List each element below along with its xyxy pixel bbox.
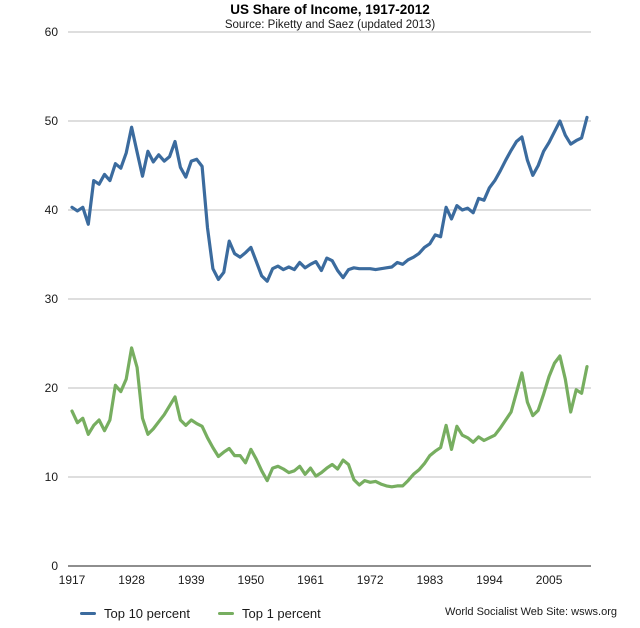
legend-label-top10: Top 10 percent — [104, 605, 191, 621]
legend — [0, 603, 640, 625]
legend-item-top1 — [218, 603, 321, 623]
x-tick-label-1950: 1950 — [237, 573, 265, 587]
x-tick-label-1939: 1939 — [177, 573, 205, 587]
y-tick-label-30: 30 — [44, 292, 58, 306]
x-tick-label-1983: 1983 — [416, 573, 444, 587]
top10-line-swatch-icon — [80, 612, 96, 615]
x-tick-label-1961: 1961 — [297, 573, 324, 587]
chart-title: US Share of Income, 1917-2012 — [230, 2, 430, 17]
series-line-top-10-percent — [72, 117, 587, 281]
legend-item-top10 — [80, 603, 190, 623]
series-line-top-1-percent — [72, 348, 587, 487]
x-tick-label-1928: 1928 — [118, 573, 145, 587]
chart-subtitle: Source: Piketty and Saez (updated 2013) — [224, 19, 436, 31]
y-tick-label-60: 60 — [44, 25, 58, 39]
attribution-text: World Socialist Web Site: wsws.org — [445, 606, 617, 618]
x-tick-label-1972: 1972 — [356, 573, 384, 587]
y-tick-label-0: 0 — [51, 559, 58, 573]
y-tick-label-10: 10 — [44, 470, 58, 484]
x-tick-label-1917: 1917 — [58, 573, 86, 587]
y-tick-label-40: 40 — [44, 203, 58, 217]
legend-label-top1: Top 1 percent — [242, 605, 321, 621]
x-tick-label-2005: 2005 — [535, 573, 563, 587]
top1-line-swatch-icon — [218, 612, 234, 615]
y-tick-label-50: 50 — [44, 114, 58, 128]
y-tick-label-20: 20 — [44, 381, 58, 395]
x-tick-label-1994: 1994 — [476, 573, 503, 587]
